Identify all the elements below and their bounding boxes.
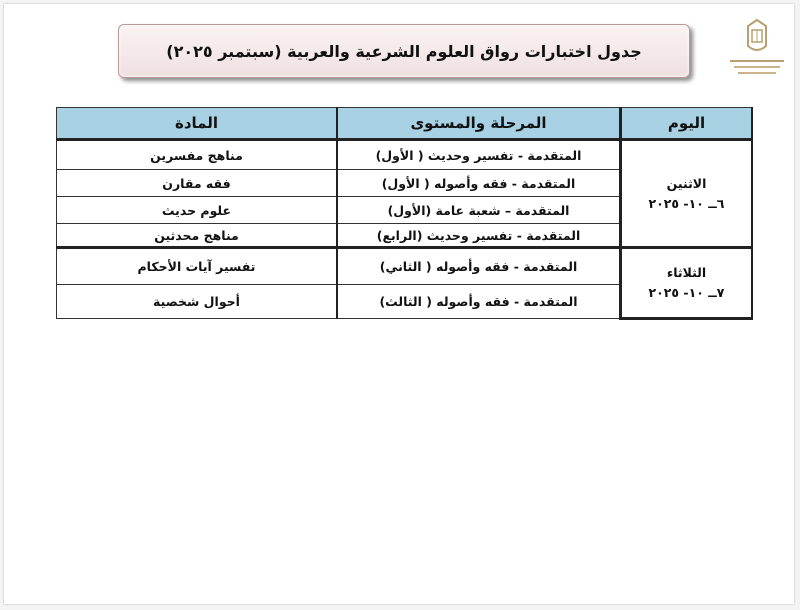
document-page <box>4 4 794 604</box>
level-cell <box>337 248 621 285</box>
day-date: ٧ــ ١٠- ٢٠٢٥ <box>648 285 725 300</box>
day-cell-tuesday <box>621 248 753 319</box>
subject-cell: تفسير آيات الأحكام <box>57 248 338 285</box>
level-cell <box>337 285 621 319</box>
subject-cell: فقه مقارن <box>57 170 338 197</box>
level-cell <box>337 197 621 224</box>
seal-caption-line <box>730 60 784 62</box>
level-text: المتقدمة - فقه وأصوله ( الثالث) <box>379 294 578 309</box>
title-banner <box>118 24 690 78</box>
level-cell <box>337 224 621 248</box>
level-text: المتقدمة - فقه وأصوله ( الأول) <box>381 175 576 191</box>
header-level: المرحلة والمستوى <box>337 108 621 140</box>
page-title: جدول اختبارات رواق العلوم الشرعية والعربية (سبتمبر ٢٠٢٥) <box>166 41 642 61</box>
level-text: المتقدمة – شعبة عامة (الأول) <box>387 202 570 218</box>
header-subject: المادة <box>57 108 338 140</box>
header-day: اليوم <box>621 108 753 140</box>
level-cell <box>337 170 621 197</box>
level-text: المتقدمة - فقه وأصوله ( الثاني) <box>379 259 578 274</box>
subject-cell: مناهج مفسرين <box>57 140 338 170</box>
table-header-row <box>57 108 753 140</box>
day-name: الثلاثاء <box>666 265 707 280</box>
level-text: المتقدمة - تفسير وحديث ( الأول) <box>375 147 582 163</box>
institution-seal-icon <box>726 18 788 76</box>
seal-caption-line <box>738 72 776 74</box>
subject-cell: مناهج محدثين <box>57 224 338 248</box>
day-name: الاثنين <box>666 175 707 191</box>
day-cell-monday <box>621 140 753 248</box>
table-row <box>57 140 753 170</box>
level-cell <box>337 140 621 170</box>
seal-caption-line <box>734 66 780 68</box>
exam-schedule-table <box>56 107 753 320</box>
subject-cell: علوم حديث <box>57 197 338 224</box>
subject-cell: أحوال شخصية <box>57 285 338 319</box>
table-row <box>57 248 753 285</box>
day-date: ٦ــ ١٠- ٢٠٢٥ <box>648 195 725 211</box>
level-text: المتقدمة - تفسير وحديث (الرابع) <box>376 227 581 243</box>
seal-emblem-icon <box>744 18 770 56</box>
